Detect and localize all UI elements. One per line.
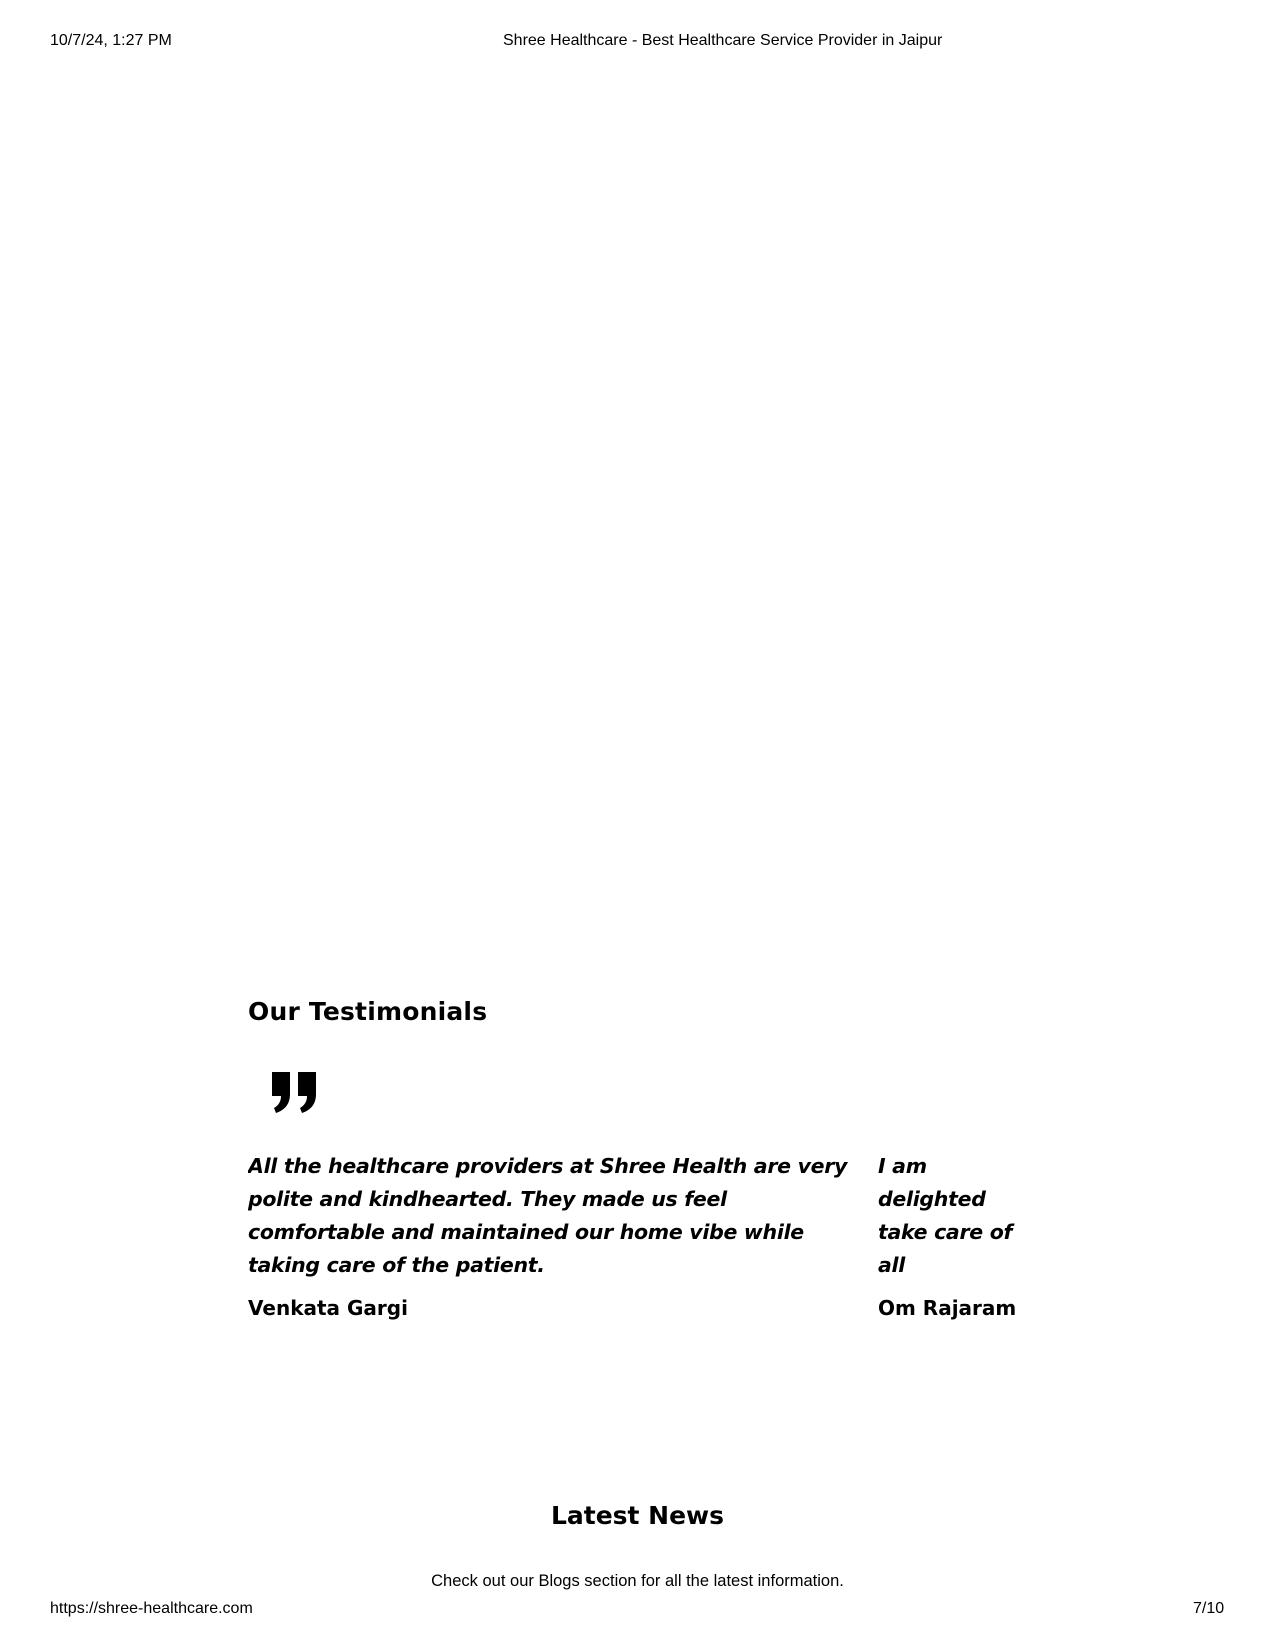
testimonial-author: Om Rajaram xyxy=(878,1296,1017,1320)
print-header-date: 10/7/24, 1:27 PM xyxy=(50,32,172,49)
print-footer-url: https://shree-healthcare.com xyxy=(50,1600,253,1617)
testimonial-quote: I am delighted take care of all xyxy=(878,1154,1013,1277)
latest-news-subtext: Check out our Blogs section for all the latest information. xyxy=(431,1571,844,1590)
testimonial-quote: All the healthcare providers at Shree Health are very polite and kindhearted. They made us feel comfortable and maintained our home vibe while taking care of the patient. xyxy=(248,1154,848,1277)
quote-icon xyxy=(270,1070,320,1114)
testimonial-card xyxy=(878,1150,1028,1320)
testimonial-author: Venkata Gargi xyxy=(248,1296,408,1320)
print-footer-page-number: 7/10 xyxy=(1193,1600,1225,1617)
testimonials-heading: Our Testimonials xyxy=(248,996,488,1026)
latest-news-heading: Latest News xyxy=(550,1500,725,1530)
testimonials-carousel[interactable] xyxy=(248,1150,1028,1320)
testimonial-card xyxy=(248,1150,848,1320)
print-header-title: Shree Healthcare - Best Healthcare Service Provider in Jaipur xyxy=(503,32,943,49)
